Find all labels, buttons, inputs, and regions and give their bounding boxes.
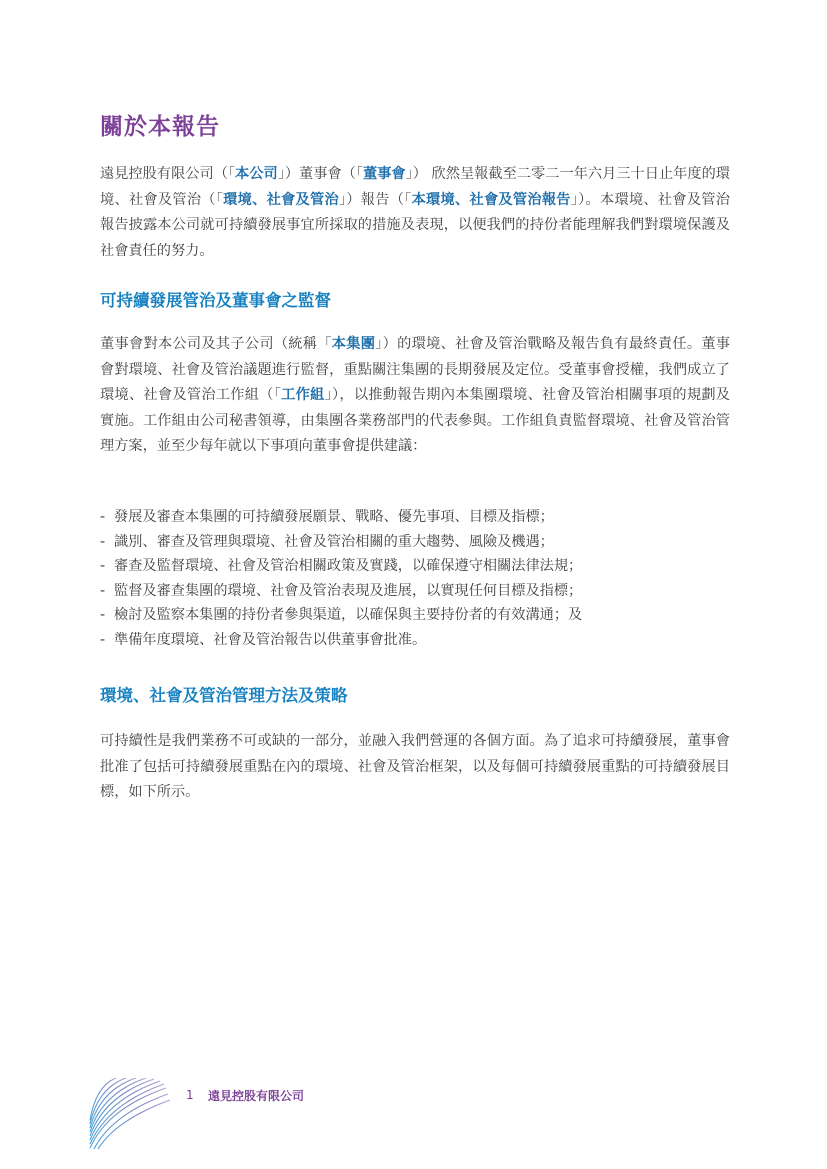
page-number: 1 xyxy=(186,1088,194,1102)
footer-swoosh-graphic xyxy=(88,1078,173,1150)
section-heading-approach: 環境、社會及管治管理方法及策略 xyxy=(100,686,348,705)
defined-term-group: 本集團 xyxy=(331,336,376,352)
defined-term-company: 本公司 xyxy=(235,166,278,182)
section-heading-governance: 可持續發展管治及董事會之監督 xyxy=(100,291,331,310)
list-item: - 發展及審查本集團的可持續發展願景、戰略、優先事項、目標及指標； xyxy=(100,509,554,525)
defined-term-esg: 環境、社會及管治 xyxy=(223,191,339,208)
governance-paragraph: 董事會對本公司及其子公司（統稱「本集團」）的環境、社會及管治戰略及報告負有最終責任。董事會對環境、社會及管治議題進行監督，重點關注集團的長期發展及定位。受董事會授權，我們成立了環境、社會及管治工作組（「工作組」），以推動報告期內本集團環境、社會及管治相關事項的規劃及實施。工作組由公司秘書領導，由集團各業務部門的代表參與。工作組負責監督環境、社會及管治管理方案，並至少每年就以下事項向董事會提供建議： xyxy=(100,336,730,454)
list-item: - 審查及監督環境、社會及管治相關政策及實踐，以確保遵守相關法律法規； xyxy=(100,558,583,575)
responsibility-list xyxy=(100,505,730,653)
footer-company-name: 遠見控股有限公司 xyxy=(208,1089,305,1103)
list-item: - 準備年度環境、社會及管治報告以供董事會批准。 xyxy=(100,631,427,648)
intro-paragraph: 遠見控股有限公司（「本公司」）董事會（「董事會」） 欣然呈報截至二零二一年六月三十日止年度的環境、社會及管治（「環境、社會及管治」）報告（「本環境、社會及管治報告」）。本環境、社會及管治報告披露本公司就可持續發展事宜所採取的措施及表現，以便我們的持份者能理解我們對環境保護及社會責任的努力。 xyxy=(100,166,730,259)
defined-term-board: 董事會 xyxy=(363,166,406,182)
list-item: - 監督及審查集團的環境、社會及管治表現及進展，以實現任何目標及指標； xyxy=(100,582,583,599)
list-item: - 識別、審查及管理與環境、社會及管治相關的重大趨勢、風險及機遇； xyxy=(100,533,554,550)
approach-paragraph: 可持續性是我們業務不可或缺的一部分，並融入我們營運的各個方面。為了追求可持續發展，董事會批准了包括可持續發展重點在內的環境、社會及管治框架，以及每個可持續發展重點的可持續發展目標，如下所示。 xyxy=(100,733,730,800)
list-item: - 檢討及監察本集團的持份者參與渠道，以確保與主要持份者的有效溝通；及 xyxy=(100,607,583,624)
page-title: 關於本報告 xyxy=(100,114,220,140)
defined-term-esg-report: 本環境、社會及管治報告 xyxy=(411,191,571,208)
defined-term-working-group: 工作組 xyxy=(281,387,325,403)
